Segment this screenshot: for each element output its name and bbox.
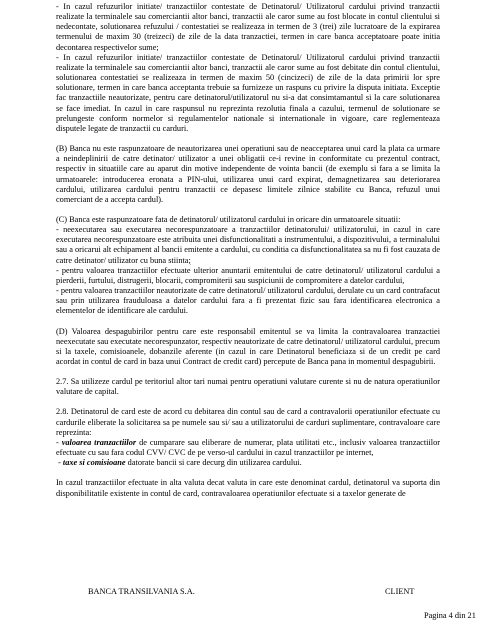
paragraph-c-intro: (C) Banca este raspunzatoare fata de detinatorul/ utilizatorul cardului in oricare din urmatoarele situatii: — [56, 214, 401, 224]
refund-clause-1: - In cazul refuzurilor initiate/ tranzactiilor contestate de Detinatorul/ Utilizatorul cardului privind tranzactii realizate la terminalele sau comerciantii altor banci, tranzactii ale caror sume au fost blocate in contul clientului si nedecontate, solutionarea refuzului / contestatiei se realizeaza in termen de 3 (trei) zile lucratoare de la expirarea termenului de maxim 30 (treizeci) de zile de la data tranzactiei, termen in care banca acceptatoare poate initia decontarea respectivelor sume; — [56, 2, 440, 52]
paragraph-c-item-1-end: ; — [188, 255, 191, 265]
footer-client-label: CLIENT — [385, 587, 415, 596]
page-number: Pagina 4 din 21 — [424, 611, 476, 620]
clause-2-8-item-2-text: datorate bancii si care decurg din utilizarea cardului. — [125, 458, 302, 468]
paragraph-c-item-1 — [56, 225, 440, 266]
document-body — [56, 2, 440, 499]
paragraph-c-item-1-text: - neexecutarea sau executarea necorespunzatoare a tranzactiilor detinatorului/ utilizatorului, in cazul in care executarea necorespunzatoare este atribuita unei disfunctionalitati a instrumentului, a dispozitivului, a terminalului sau a oricarui alt echipament al bancii emitente a cardului, cu conditia ca disfunctionalitatea sa nu fi fost cauzata de catre detinator/ utilizator cu buna stiinta — [56, 225, 440, 265]
clause-2-8-item-2-label: taxe si comisioane — [62, 458, 126, 468]
clause-2-8-item-1-label: valoarea tranzactiilor — [61, 437, 137, 447]
clause-2-8-item-1-text: de cumparare sau eliberare de numerar, plata utilitati etc., inclusiv valoarea tranzactiilor efectuate cu sau fara codul CVV/ CVC de pe verso-ul cardului in cazul tranzactiilor pe internet, — [56, 437, 440, 458]
paragraph-b: (B) Banca nu este raspunzatoare de neautorizarea unei operatiuni sau de neacceptarea unui card la plata ca urmare a neindeplinirii de catre detinator/ utilizator a unei obligatii ce-i revine in conformitate cu prezentul contract, respectiv in situatiile care au aparut din motive independente de vointa bancii (de exemplu si fara a se limita la urmatoarele: introducerea eronata a PIN-ului, utilizarea unui card expirat, demagnetizarea sau deteriorarea cardului, utilizarea cardului pentru tranzactii ce depasesc limitele zilnice stabilite cu Banca, refuzul unui comerciant de a accepta cardul). — [56, 144, 440, 204]
paragraph-c-item-3: - pentru valoarea tranzactiilor neautorizate de catre detinatorul/ utilizatorul cardului, derulate cu un card contrafacut sau prin utilizarea frauduloasa a datelor cardului fara a fi prezentat fizic sau fara identificarea electronica a elementelor de identificare ale cardului. — [56, 286, 440, 316]
paragraph-d: (D) Valoarea despagubirilor pentru care este responsabil emitentul se va limita la contravaloarea tranzactiei neexecutate sau executate necorespunzator, respectiv neautorizate de catre detinatorul/ utilizatorul cardului, precum si la taxele, comisioanele, dobanzile aferente (in cazul in care Detinatorul beneficiaza si de un credit pe card acordat in contul de card in baza unui Contract de credit card) percepute de Banca pana in momentul despagubirii. — [56, 326, 440, 366]
paragraph-currency: In cazul tranzactiilor efectuate in alta valuta decat valuta in care este denominat cardul, detinatorul va suporta din disponibilitatile existente in contul de card, contravaloarea operatiunilor efectuate si a taxelor generate de — [56, 478, 440, 498]
refund-clause-2: - In cazul refuzurilor initiate/ tranzactiilor contestate de Detinatorul/ Utilizatorul cardului privind tranzactii realizate la terminalele sau comerciantii altor banci, tranzactii ale caror sume au fost debitate din contul clientului, solutionarea contestatiei se realizeaza in termen de maxim 50 (cincizeci) de zile de la data primirii lor spre solutionare, termen in care banca acceptanta trebuie sa furnizeze un raspuns cu privire la disputa initiata. Exceptie fac tranzactiile neautorizate, pentru care detinatorul/utilizatorul nu si-a dat consimtamantul si la care solutionarea se face imediat. In cazul in care raspunsul nu reprezinta rezolutia finala a cazului, termenul de solutionare se prelungeste conform normelor si regulamentelor nationale si internationale in vigoare, care reglementeaza disputele legate de tranzactii cu carduri. — [56, 52, 440, 133]
clause-2-8-intro: 2.8. Detinatorul de card este de acord cu debitarea din contul sau de card a contravalorii operatiunilor efectuate cu cardurile eliberate la solicitarea sa pe numele sau si/ sau a utilizatorului de carduri suplimentare, contravaloare care reprezinta: — [56, 407, 440, 437]
clause-2-8-item-2: - taxe si comisioane datorate bancii si care decurg din utilizarea cardului. — [56, 458, 302, 468]
paragraph-c-item-2: - pentru valoarea tranzactiilor efectuate ulterior anuntarii emitentului de catre detinatorul/ utilizatorul cardului a pierderii, furtului, distrugerii, blocarii, compromiterii sau suspiciunii de compromitere a datelor cardului, — [56, 265, 440, 285]
clause-2-7: 2.7. Sa utilizeze cardul pe teritoriul altor tari numai pentru operatiuni valutare curente si nu de natura operatiunilor valutare de capital. — [56, 377, 440, 397]
clause-2-8-item-1: - valoarea tranzactiilor de cumparare sau eliberare de numerar, plata utilitati etc., inclusiv valoarea tranzactiilor efectuate cu sau fara codul CVV/ CVC de pe verso-ul cardului in cazul tranzactiilor pe internet, — [56, 437, 440, 458]
footer-bank-name: BANCA TRANSILVANIA S.A. — [88, 587, 195, 596]
